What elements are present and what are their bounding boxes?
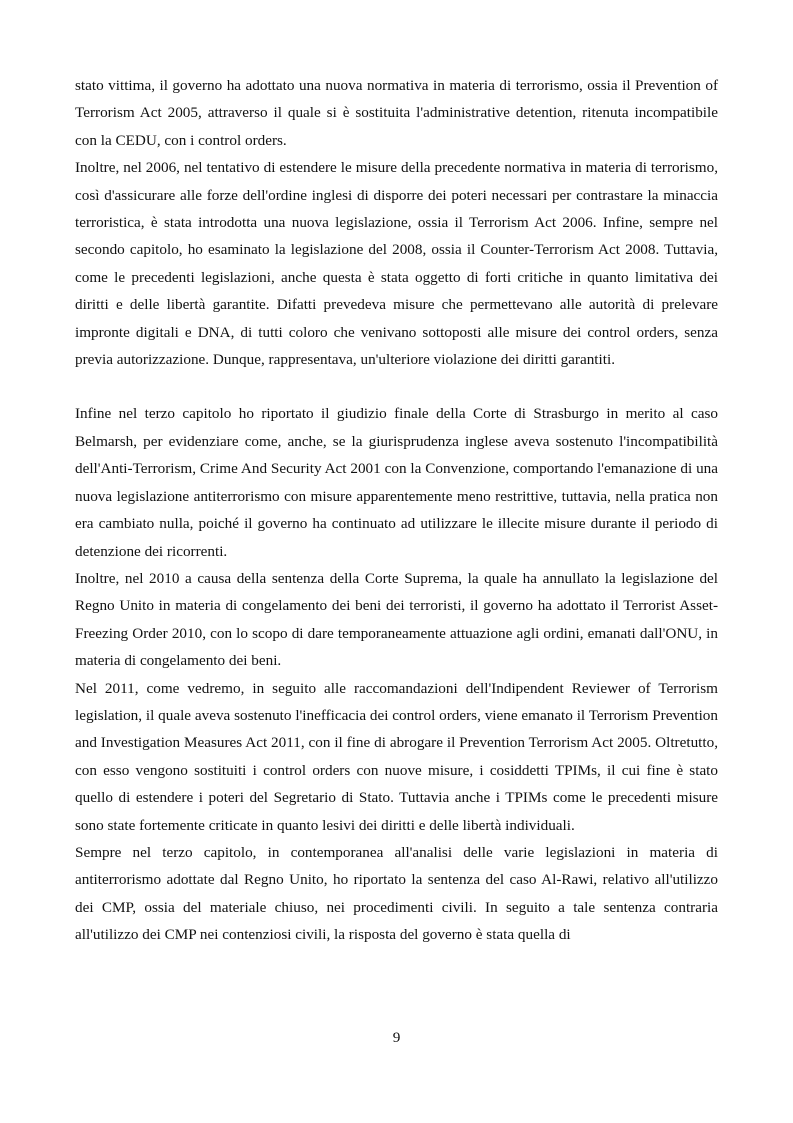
paragraph-1: stato vittima, il governo ha adottato una nuova normativa in materia di terrorismo, ossia il Prevention of Terrorism Act 2005, attraverso il quale si è sostituita l'administrative detention, ritenuta incompatibile con la CEDU, con i control orders. bbox=[75, 77, 718, 149]
paragraph-4: Inoltre, nel 2010 a causa della sentenza della Corte Suprema, la quale ha annullato la legislazione del Regno Unito in materia di congelamento dei beni dei terroristi, il governo ha adottato il Terrorist Asset-Freezing Order 2010, con lo scopo di dare temporaneamente attuazione agli ordini, emanati dall'ONU, in materia di congelamento dei beni. bbox=[75, 569, 718, 670]
paragraph-2: Inoltre, nel 2006, nel tentativo di estendere le misure della precedente normativa in materia di terrorismo, così d'assicurare alle forze dell'ordine inglesi di disporre dei poteri necessari per contrastare la minaccia terroristica, è stata introdotta una nuova legislazione, ossia il Terrorism Act 2006. Infine, sempre nel secondo capitolo, ho esaminato la legislazione del 2008, ossia il Counter-Terrorism Act 2008. Tuttavia, come le precedenti legislazioni, anche questa è stata oggetto di forti critiche in quanto limitativa dei diritti e delle libertà garantite. Difatti prevedeva misure che permettevano alle autorità di prelevare impronte digitali e DNA, di tutti coloro che venivano sottoposti alle misure dei control orders, senza previa autorizzazione. Dunque, rappresentava, un'ulteriore violazione dei diritti garantiti. bbox=[75, 159, 718, 369]
paragraph-6: Sempre nel terzo capitolo, in contemporanea all'analisi delle varie legislazioni in materia di antiterrorismo adottate dal Regno Unito, ho riportato la sentenza del caso Al-Rawi, relativo all'utilizzo dei CMP, ossia del materiale chiuso, nei procedimenti civili. In seguito a tale sentenza contraria all'utilizzo dei CMP nei contenziosi civili, la risposta del governo è stata quella di bbox=[75, 843, 718, 944]
paragraph-gap bbox=[75, 373, 718, 400]
page-number: 9 bbox=[392, 1029, 401, 1046]
paragraph-3: Infine nel terzo capitolo ho riportato il giudizio finale della Corte di Strasburgo in merito al caso Belmarsh, per evidenziare come, anche, se la giurisprudenza inglese aveva sostenuto l'incompatibilità dell'Anti-Terrorism, Crime And Security Act 2001 con la Convenzione, comportando l'emanazione di una nuova legislazione antiterrorismo con misure apparentemente meno restrittive, tuttavia, nella pratica non era cambiato nulla, poiché il governo ha continuato ad utilizzare le illecite misure durante il periodo di detenzione dei ricorrenti. bbox=[75, 405, 718, 560]
body-text bbox=[75, 72, 718, 949]
paragraph-5: Nel 2011, come vedremo, in seguito alle raccomandazioni dell'Indipendent Reviewer of Terrorism legislation, il quale aveva sostenuto l'inefficacia dei control orders, viene emanato il Terrorism Prevention and Investigation Measures Act 2011, con il fine di abrogare il Prevention Terrorism Act 2005. Oltretutto, con esso vengono sostituiti i control orders con nuove misure, i cosiddetti TPIMs, il cui fine è stato quello di estendere i poteri del Segretario di Stato. Tuttavia anche i TPIMs come le precedenti misure sono state fortemente criticate in quanto lesivi dei diritti e delle libertà individuali. bbox=[75, 679, 718, 834]
